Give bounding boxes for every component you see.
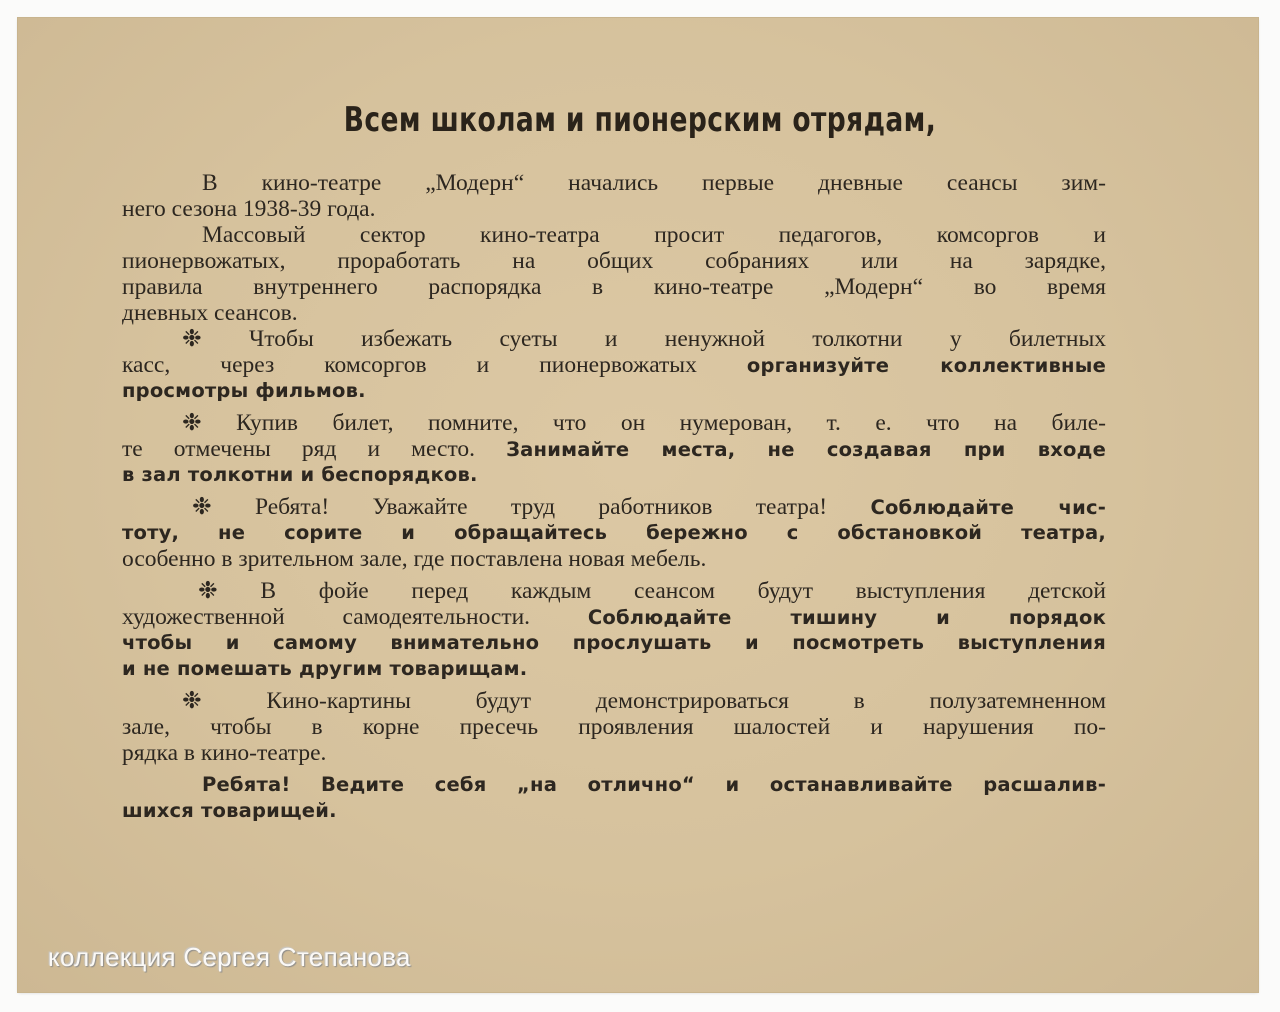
p6-line4-bold: и не помешать другим товарищам. (122, 657, 528, 680)
p5-line2-bold: тоту, не сорите и обращайтесь бережно с обстановкой театра, (122, 521, 1106, 544)
p8-line2-bold: шихся товарищей. (122, 799, 337, 822)
p6-line2-bold: Соблюдайте тишину и порядок (587, 606, 1107, 629)
collection-watermark: коллекция Сергея Степанова (48, 942, 411, 972)
p8-line1-bold: Ребята! Ведите себя „на отлично“ и останавливайте расшалив- (202, 773, 1106, 796)
p3-line2-bold: организуйте коллективные (746, 354, 1106, 377)
p6-line2-text: художественной самодеятельности. (122, 604, 531, 630)
p3-line2-text: касс, через комсоргов и пионервожатых (122, 352, 697, 378)
document-body (122, 170, 1106, 824)
p3-line1: ❉ Чтобы избежать суеты и ненужной толкотни у билетных (182, 326, 1106, 352)
p2-line4: дневных сеансов. (122, 300, 298, 326)
p7-line3: рядка в кино-театре. (122, 740, 327, 766)
document-title: Всем школам и пионерским отрядам, (343, 100, 937, 140)
p2-line3: правила внутреннего распорядка в кино-театре „Модерн“ во время (122, 274, 1106, 300)
p5-line1-text: ❉ Ребята! Уважайте труд работников театра! (192, 494, 828, 520)
p6-line3-bold: чтобы и самому внимательно прослушать и посмотреть выступления (122, 631, 1106, 654)
p3-line2 (122, 352, 1106, 378)
p6-line1: ❉ В фойе перед каждым сеансом будут выступления детской (198, 578, 1106, 604)
p6-line2 (122, 604, 1106, 630)
p7-line2: зале, чтобы в корне пресечь проявления шалостей и нарушения по- (122, 714, 1106, 740)
p2-line2: пионервожатых, проработать на общих собраниях или на зарядке, (122, 248, 1106, 274)
p4-line2-bold: Занимайте места, не создавая при входе (506, 438, 1106, 461)
p4-line3-bold: в зал толкотни и беспорядков. (122, 463, 478, 486)
p5-line3: особенно в зрительном зале, где поставлена новая мебель. (122, 546, 707, 572)
p3-line3-bold: просмотры фильмов. (122, 379, 366, 402)
p2-line1: Массовый сектор кино-театра просит педагогов, комсоргов и (202, 222, 1106, 248)
p1-line2: него сезона 1938-39 года. (122, 196, 376, 222)
p4-line2 (122, 436, 1106, 462)
p5-line1 (122, 494, 1106, 520)
p7-line1: ❉ Кино-картины будут демонстрироваться в полузатемненном (182, 688, 1106, 714)
p5-line1-bold: Соблюдайте чис- (870, 496, 1107, 519)
p4-line1: ❉ Купив билет, помните, что он нумерован, т. е. что на биле- (182, 410, 1106, 436)
p4-line2-text: те отмечены ряд и место. (122, 436, 476, 462)
p1-line1: В кино-театре „Модерн“ начались первые дневные сеансы зим- (202, 170, 1106, 196)
